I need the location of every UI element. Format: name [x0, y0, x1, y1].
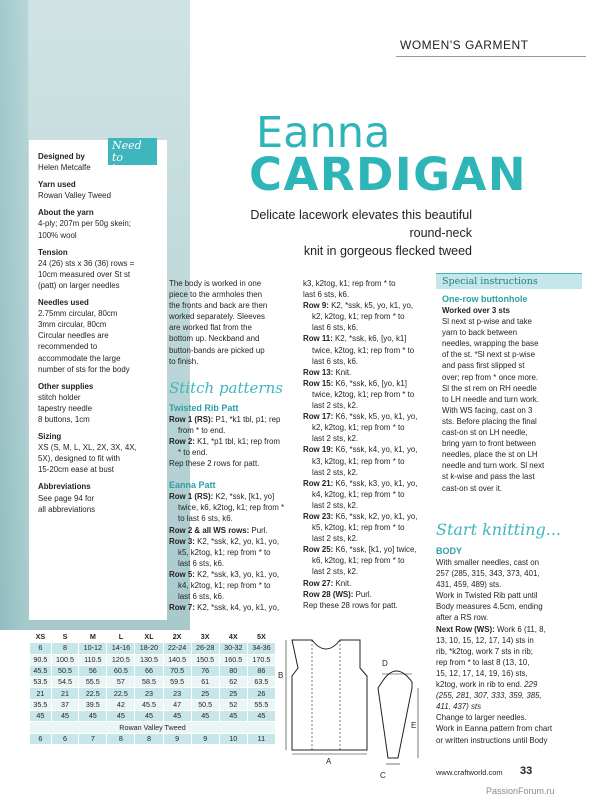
body-outline — [292, 640, 367, 750]
table-cell: 7 — [79, 733, 107, 744]
row-text: K2, *ssk, k6, [yo, k1] twice, k2tog, k1; rep from * to last 6 sts, k6. — [312, 334, 415, 366]
table-cell: 86 — [247, 665, 275, 676]
body-intro: With smaller needles, cast on 257 (285, 315, 343, 373, 401, 431, 459, 489) sts. Work in Twisted Rib patt until Body measures 4.5cm, ending after a RS row. — [436, 558, 543, 623]
table-cell: 23 — [163, 688, 191, 699]
table-cell: 45.5 — [30, 665, 52, 676]
table-cell: 45 — [30, 711, 52, 722]
table-row — [30, 677, 276, 688]
sidebar-block — [38, 481, 164, 514]
table-cell: XL — [135, 632, 163, 643]
buttonhole-text: Sl next st p-wise and take yarn to back between needles, wrapping the base of the st. *Sl next st p-wise and pass first slipped st over; rep from * once more. Sl the st rem on RH needle to LH needle and turn work. With WS facing, cast on 3 sts. Before placing the final cast-on st on LH needle, bring yarn to front between needles, place the st on LH needle and turn work. Sl next st k-wise and pass the last cast-on st over it. — [442, 317, 545, 493]
need-to-know-tag: Need to know... — [108, 138, 157, 165]
table-cell: 14-16 — [107, 643, 135, 654]
row-label: Row 1 (RS): — [169, 414, 214, 424]
table-cell: 22.5 — [107, 688, 135, 699]
table-cell: 4X — [219, 632, 247, 643]
special-instructions-header: Special instructions — [436, 273, 582, 289]
sidebar-value: 2.75mm circular, 80cm 3mm circular, 80cm Circular needles are recommended to accommodate the large number of sts for the body — [38, 309, 130, 374]
row-label: Row 27: — [303, 578, 334, 588]
sidebar-block — [38, 151, 164, 173]
dim-e-label: E — [411, 721, 417, 730]
table-cell: M — [79, 632, 107, 643]
title-line2: CARDIGAN — [249, 148, 528, 201]
sidebar-value: Rowan Valley Tweed — [38, 191, 111, 201]
pattern-row — [303, 478, 433, 511]
column-3 — [303, 278, 433, 611]
row-text: K6, *ssk, k3, yo, k1, yo, k4, k2tog, k1; rep from * to last 2 sts, k2. — [312, 478, 418, 510]
sidebar-block — [38, 207, 164, 240]
table-cell: 8 — [51, 643, 79, 654]
pattern-row — [169, 525, 297, 536]
table-cell: 59.5 — [163, 677, 191, 688]
pattern-row — [169, 602, 297, 613]
row-label: Row 11: — [303, 334, 333, 344]
row-label: Row 7: — [169, 603, 195, 613]
sidebar-label: Abbreviations — [38, 482, 91, 492]
table-cell: 57 — [107, 677, 135, 688]
next-row-count: 229 (255, 281, 307, 333, 359, 385, 411, 437) sts — [436, 680, 542, 712]
pattern-row — [303, 333, 433, 366]
table-cell: 60.5 — [107, 665, 135, 676]
table-cell: 63.5 — [247, 677, 275, 688]
sidebar-label: About the yarn — [38, 208, 94, 218]
sidebar-label: Designed by — [38, 152, 85, 161]
table-cell: 11 — [247, 733, 275, 744]
table-cell: 58.5 — [135, 677, 163, 688]
pattern-row — [169, 414, 297, 436]
table-cell: 21 — [30, 688, 52, 699]
table-cell: 170.5 — [247, 654, 275, 665]
table-cell: 160.5 — [219, 654, 247, 665]
section-divider — [396, 56, 586, 57]
start-knitting-section — [436, 520, 586, 746]
table-cell: 56 — [79, 665, 107, 676]
table-cell: 3X — [191, 632, 219, 643]
pattern-row — [303, 600, 433, 611]
table-cell: 66 — [135, 665, 163, 676]
table-cell: 8 — [135, 733, 163, 744]
table-cell: 45 — [51, 711, 79, 722]
background-photo-edge — [0, 0, 28, 630]
table-cell: 55.5 — [79, 677, 107, 688]
table-cell: 10 — [219, 733, 247, 744]
table-cell: 37 — [51, 699, 79, 710]
table-row — [30, 654, 276, 665]
table-row — [30, 643, 276, 654]
eanna-patt-heading: Eanna Patt — [169, 480, 216, 491]
pattern-row — [169, 536, 297, 569]
table-cell: 47 — [163, 699, 191, 710]
table-cell: 18-20 — [135, 643, 163, 654]
table-cell: 120.5 — [107, 654, 135, 665]
start-knitting-heading: Start knitting... — [436, 520, 561, 539]
table-cell: 54.5 — [51, 677, 79, 688]
table-cell: 90.5 — [30, 654, 52, 665]
pattern-row — [303, 300, 433, 333]
table-cell: 50.5 — [51, 665, 79, 676]
sidebar-block — [38, 431, 164, 475]
table-cell: L — [107, 632, 135, 643]
pattern-row — [303, 411, 433, 444]
row-text: K2, *ssk, k4, yo, k1, yo, — [194, 603, 280, 613]
sidebar-label: Sizing — [38, 432, 62, 442]
twisted-rib-rows — [169, 414, 297, 469]
next-row-label: Next Row (WS): — [436, 624, 495, 634]
table-cell: 100.5 — [51, 654, 79, 665]
body-heading: BODY — [436, 546, 463, 556]
sidebar-value: 24 (26) sts x 36 (36) rows = 10cm measured over St st (patt) on larger needles — [38, 258, 135, 290]
title-line1: Eanna — [256, 108, 391, 158]
row-label: Row 17: — [303, 412, 334, 422]
table-row — [30, 711, 276, 722]
row-text: P1, *k1 tbl, p1; rep from * to end. — [178, 414, 281, 435]
special-instructions-box — [436, 273, 582, 503]
table-cell: 76 — [191, 665, 219, 676]
row-text: K2, *ssk, k5, yo, k1, yo, k2, k2tog, k1; rep from * to last 6 sts, k6. — [312, 301, 414, 333]
table-cell: S — [51, 632, 79, 643]
table-cell: 45 — [191, 711, 219, 722]
eanna-patt-rows — [169, 491, 297, 613]
column-2 — [169, 278, 297, 613]
dim-c-label: C — [380, 771, 386, 780]
table-cell: 26-28 — [191, 643, 219, 654]
watermark: PassionForum.ru — [486, 786, 555, 796]
pattern-row — [303, 511, 433, 544]
stitch-patterns-heading: Stitch patterns — [169, 378, 283, 397]
sidebar-value: See page 94 for all abbreviations — [38, 493, 96, 514]
table-header-row — [30, 632, 276, 643]
row-label: Row 28 (WS): — [303, 589, 354, 599]
row-label: Row 23: — [303, 511, 334, 521]
row-label: Row 2: — [169, 436, 195, 446]
size-table-grid — [29, 631, 276, 745]
footer-url[interactable]: www.craftworld.com — [436, 768, 503, 777]
pattern-row — [169, 569, 297, 602]
table-cell: 6 — [30, 733, 52, 744]
table-cell: 140.5 — [163, 654, 191, 665]
table-cell: 22.5 — [79, 688, 107, 699]
table-cell: 45 — [79, 711, 107, 722]
sidebar-label: Other supplies — [38, 381, 94, 391]
sidebar-value: stitch holder tapestry needle 8 buttons, 1cm — [38, 392, 92, 424]
sidebar-info — [38, 151, 164, 521]
table-cell: 45 — [247, 711, 275, 722]
sidebar-label: Yarn used — [38, 180, 76, 190]
pattern-row — [303, 544, 433, 577]
table-cell: 45 — [219, 711, 247, 722]
table-row — [30, 665, 276, 676]
table-cell: 130.5 — [135, 654, 163, 665]
table-cell: 25 — [191, 688, 219, 699]
size-table — [29, 631, 276, 745]
table-cell: 34-36 — [247, 643, 275, 654]
pattern-row — [303, 367, 433, 378]
table-cell: 6 — [30, 643, 52, 654]
yarn-label: Rowan Valley Tweed — [30, 722, 276, 733]
table-cell: 35.5 — [30, 699, 52, 710]
buttonhole-sub: Worked over 3 sts — [442, 306, 510, 315]
row-label: Row 25: — [303, 545, 334, 555]
row-text: K2, *ssk, [k1, yo] twice, k6, k2tog, k1; rep from * to last 6 sts, k6. — [178, 492, 285, 524]
table-cell: 150.5 — [191, 654, 219, 665]
table-cell: 22-24 — [163, 643, 191, 654]
sleeve-outline — [378, 671, 412, 758]
garment-schematic — [278, 632, 424, 782]
dim-b-label: B — [278, 671, 284, 680]
row-label: Row 1 (RS): — [169, 492, 214, 502]
row-label: Row 9: — [303, 301, 329, 311]
row-text: K2, *ssk, k2, yo, k1, yo, k5, k2tog, k1; rep from * to last 6 sts, k6. — [178, 536, 280, 568]
table-yarn-row — [30, 733, 276, 744]
table-cell: 10-12 — [79, 643, 107, 654]
pattern-row — [303, 589, 433, 600]
row-label: Row 2 & all WS rows: — [169, 525, 250, 535]
table-cell: 9 — [163, 733, 191, 744]
row-label: Row 3: — [169, 536, 195, 546]
table-cell: 9 — [191, 733, 219, 744]
pattern-row — [303, 444, 433, 477]
table-cell: 6 — [51, 733, 79, 744]
pattern-row — [169, 436, 297, 458]
row-text: Rep these 2 rows for patt. — [169, 459, 260, 469]
row-label: Row 5: — [169, 569, 195, 579]
next-row-text: Work 6 (11, 8, 13, 10, 15, 12, 17, 14) sts in rib, *k2tog, work 7 sts in rib; rep from * to last 8 (13, 10, 15, 12, 17, 14, 19, 16) sts, k2tog, work in rib to end. — [436, 624, 546, 690]
twisted-rib-heading: Twisted Rib Patt — [169, 402, 239, 413]
row-text: K6, *ssk, k5, yo, k1, yo, k2, k2tog, k1; rep from * to last 2 sts, k2. — [312, 412, 418, 444]
sidebar-value: XS (S, M, L, XL, 2X, 3X, 4X, 5X), designed to fit with 15-20cm ease at bust — [38, 443, 137, 475]
table-cell: 80 — [219, 665, 247, 676]
table-cell: 55.5 — [247, 699, 275, 710]
eanna-patt-rows-continued — [303, 278, 433, 611]
subtitle: Delicate lacework elevates this beautiful round-neck knit in gorgeous flecked tweed — [250, 208, 472, 258]
table-cell: 26 — [247, 688, 275, 699]
dim-d-label: D — [382, 659, 388, 668]
table-cell: 5X — [247, 632, 275, 643]
row-label: Row 13: — [303, 367, 334, 377]
table-cell: 23 — [135, 688, 163, 699]
row-label: Row 15: — [303, 378, 334, 388]
table-cell: 61 — [191, 677, 219, 688]
table-yarn-label-row — [30, 722, 276, 733]
dim-a-label: A — [326, 757, 332, 766]
pattern-row — [303, 278, 433, 300]
buttonhole-heading: One-row buttonhole — [442, 294, 528, 304]
table-cell: 62 — [219, 677, 247, 688]
pattern-row — [169, 491, 297, 524]
row-text: K6, *ssk, k2, yo, k1, yo, k5, k2tog, k1; rep from * to last 2 sts, k2. — [312, 511, 418, 544]
table-cell: 53.5 — [30, 677, 52, 688]
table-cell: 50.5 — [191, 699, 219, 710]
table-cell: 45.5 — [135, 699, 163, 710]
table-cell: 52 — [219, 699, 247, 710]
table-row — [30, 699, 276, 710]
sidebar-block — [38, 247, 164, 291]
table-cell: 45 — [163, 711, 191, 722]
page-number: 33 — [520, 765, 533, 777]
table-cell: 30-32 — [219, 643, 247, 654]
sidebar-label: Needles used — [38, 298, 89, 308]
table-cell: 45 — [135, 711, 163, 722]
table-cell: 25 — [219, 688, 247, 699]
row-text: K1, *p1 tbl, k1; rep from * to end. — [178, 436, 280, 458]
row-text: K6, *ssk, [k1, yo] twice, k6, k2tog, k1; rep from * to last 2 sts, k2. — [312, 545, 417, 577]
sidebar-block — [38, 381, 164, 425]
section-tag: WOMEN'S GARMENT — [400, 38, 529, 52]
table-cell: 2X — [163, 632, 191, 643]
row-text: K2, *ssk, k3, yo, k1, yo, k4, k2tog, k1; rep from * to last 6 sts, k6. — [178, 569, 280, 602]
row-text: Rep these 28 rows for patt. — [303, 600, 398, 610]
pattern-row — [303, 578, 433, 589]
sidebar-label: Tension — [38, 247, 68, 257]
body-next-row — [436, 624, 586, 713]
body-outro: Change to larger needles. Work in Eanna pattern from chart or written instructions until Body — [436, 713, 553, 745]
row-text: Purl. — [353, 589, 372, 599]
table-row — [30, 688, 276, 699]
row-text: Knit. — [333, 578, 352, 588]
row-text: K6, *ssk, k6, [yo, k1] twice, k2tog, k1; rep from * to last 2 sts, k2. — [312, 378, 415, 411]
sidebar-value: Helen Metcalfe — [38, 163, 91, 173]
intro-text: The body is worked in one piece to the armholes then the fronts and back are then worked separately. Sleeves are worked flat from the bottom up. Neckband and button-bands are picked up to finish. — [169, 279, 268, 366]
pattern-row — [303, 378, 433, 411]
sidebar-block — [38, 179, 164, 201]
row-text: k3, k2tog, k1; rep from * to last 6 sts, k6. — [303, 279, 396, 300]
row-text: Purl. — [249, 525, 268, 535]
row-text: Knit. — [333, 367, 352, 377]
pattern-row — [169, 458, 297, 469]
row-label: Row 19: — [303, 445, 334, 455]
table-cell: 70.5 — [163, 665, 191, 676]
row-label: Row 21: — [303, 478, 334, 488]
table-cell: 39.5 — [79, 699, 107, 710]
table-cell: 8 — [107, 733, 135, 744]
table-cell: 42 — [107, 699, 135, 710]
table-cell: 110.5 — [79, 654, 107, 665]
table-cell: 21 — [51, 688, 79, 699]
sidebar-value: 4-ply; 207m per 50g skein; 100% wool — [38, 219, 131, 240]
table-cell: 45 — [107, 711, 135, 722]
sidebar-block — [38, 297, 164, 375]
row-text: K6, *ssk, k4, yo, k1, yo, k3, k2tog, k1; rep from * to last 2 sts, k2. — [312, 445, 418, 477]
table-cell: XS — [30, 632, 52, 643]
